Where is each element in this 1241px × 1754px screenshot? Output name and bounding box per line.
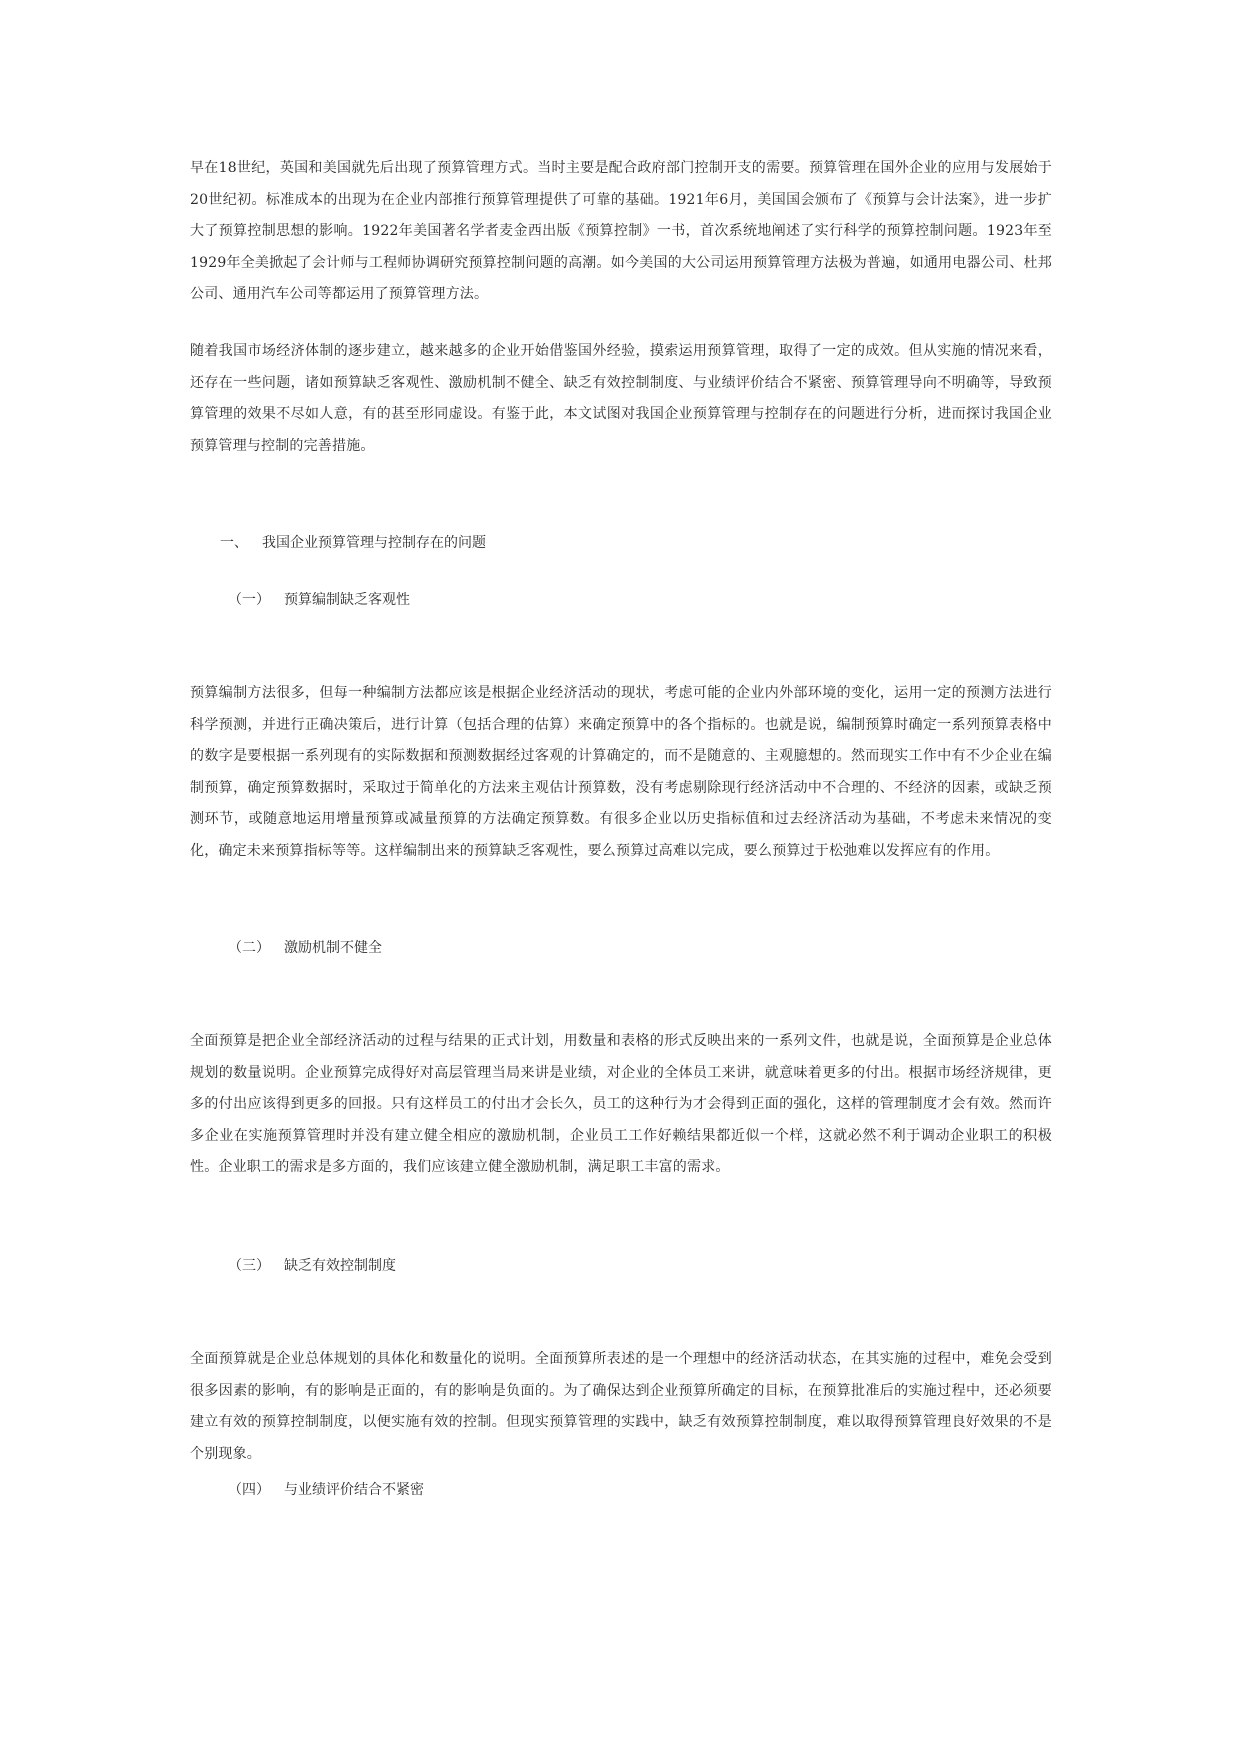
section-heading-number: 一、 (220, 535, 248, 551)
paragraph-budget-objectivity: 预算编制方法很多，但每一种编制方法都应该是根据企业经济活动的现状，考虑可能的企业内外部环境的变化，运用一定的预测方法进行科学预测，并进行正确决策后，进行计算（包括合理的估算）来确定预算中的各个指标的。也就是说，编制预算时确定一系列预算表格中的数字是要根据一系列现有的实际数据和预测数据经过客观的计算确定的，而不是随意的、主观臆想的。然而现实工作中有不少企业在编制预算，确定预算数据时，采取过于简单化的方法来主观估计预算数，没有考虑剔除现行经济活动中不合理的、不经济的因素，或缺乏预测环节，或随意地运用增量预算或减量预算的方法确定预算数。有很多企业以历史指标值和过去经济活动为基础，不考虑未来情况的变化，确定未来预算指标等等。这样编制出来的预算缺乏客观性，要么预算过高难以完成，要么预算过于松弛难以发挥应有的作用。 (190, 685, 1052, 859)
subsection-heading-number: （一） (228, 592, 270, 608)
subsection-heading-number: （四） (228, 1482, 270, 1498)
subsection-heading-1 (228, 590, 410, 610)
section-heading-title: 我国企业预算管理与控制存在的问题 (262, 535, 486, 551)
paragraph-history: 早在18世纪，英国和美国就先后出现了预算管理方式。当时主要是配合政府部门控制开支的需要。预算管理在国外企业的应用与发展始于20世纪初。标准成本的出现为在企业内部推行预算管理提供了可靠的基础。1921年6月，美国国会颁布了《预算与会计法案》，进一步扩大了预算控制思想的影响。1922年美国著名学者麦金西出版《预算控制》一书，首次系统地阐述了实行科学的预算控制问题。1923年至1929年全美掀起了会计师与工程师协调研究预算控制问题的高潮。如今美国的大公司运用预算管理方法极为普遍，如通用电器公司、杜邦公司、通用汽车公司等都运用了预算管理方法。 (190, 160, 1052, 302)
section-heading-1 (220, 533, 486, 553)
subsection-heading-title: 缺乏有效控制制度 (284, 1258, 396, 1274)
paragraph-incentive: 全面预算是把企业全部经济活动的过程与结果的正式计划，用数量和表格的形式反映出来的一系列文件，也就是说，全面预算是企业总体规划的数量说明。企业预算完成得好对高层管理当局来讲是业绩，对企业的全体员工来讲，就意味着更多的付出。根据市场经济规律，更多的付出应该得到更多的回报。只有这样员工的付出才会长久，员工的这种行为才会得到正面的强化，这样的管理制度才会有效。然而许多企业在实施预算管理时并没有建立健全相应的激励机制，企业员工工作好赖结果都近似一个样，这就必然不利于调动企业职工的积极性。企业职工的需求是多方面的，我们应该建立健全激励机制，满足职工丰富的需求。 (190, 1033, 1052, 1175)
paragraph-intro: 随着我国市场经济体制的逐步建立，越来越多的企业开始借鉴国外经验，摸索运用预算管理，取得了一定的成效。但从实施的情况来看，还存在一些问题，诸如预算缺乏客观性、激励机制不健全、缺乏有效控制制度、与业绩评价结合不紧密、预算管理导向不明确等，导致预算管理的效果不尽如人意，有的甚至形同虚设。有鉴于此，本文试图对我国企业预算管理与控制存在的问题进行分析，进而探讨我国企业预算管理与控制的完善措施。 (190, 343, 1052, 454)
paragraph-control-system: 全面预算就是企业总体规划的具体化和数量化的说明。全面预算所表述的是一个理想中的经济活动状态，在其实施的过程中，难免会受到很多因素的影响，有的影响是正面的，有的影响是负面的。为了确保达到企业预算所确定的目标，在预算批准后的实施过程中，还必须要建立有效的预算控制制度，以便实施有效的控制。但现实预算管理的实践中，缺乏有效预算控制制度，难以取得预算管理良好效果的不是个别现象。 (190, 1351, 1052, 1462)
subsection-heading-number: （三） (228, 1258, 270, 1274)
subsection-heading-title: 激励机制不健全 (284, 940, 382, 956)
subsection-heading-title: 与业绩评价结合不紧密 (284, 1482, 424, 1498)
subsection-heading-number: （二） (228, 940, 270, 956)
subsection-heading-4 (228, 1480, 424, 1500)
subsection-heading-2 (228, 938, 382, 958)
subsection-heading-3 (228, 1256, 396, 1276)
subsection-heading-title: 预算编制缺乏客观性 (284, 592, 410, 608)
